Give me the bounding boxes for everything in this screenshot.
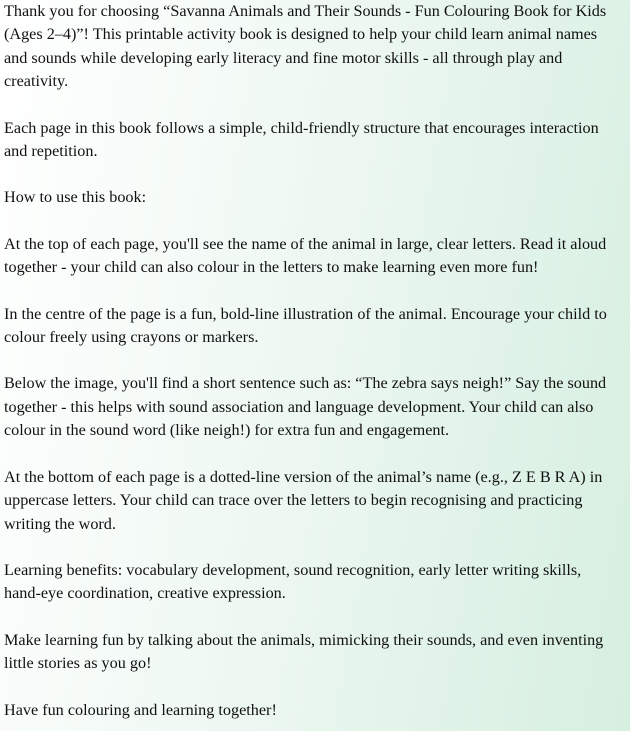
learning-benefits-paragraph: Learning benefits: vocabulary development, sound recognition, early letter writing skills, hand-eye coordination, creative expression. bbox=[4, 560, 582, 603]
bottom-of-page-paragraph: At the bottom of each page is a dotted-line version of the animal’s name (e.g., Z E B R A) in uppercase letters. Your child can trace over the letters to begin recognising and practicing writing the word. bbox=[4, 467, 603, 533]
closing-paragraph: Have fun colouring and learning together! bbox=[4, 700, 277, 719]
structure-paragraph: Each page in this book follows a simple, child-friendly structure that encourages interaction and repetition. bbox=[4, 118, 599, 161]
intro-paragraph: Thank you for choosing “Savanna Animals and Their Sounds - Fun Colouring Book for Kids (Ages 2–4)”! This printable activity book is designed to help your child learn animal names and sounds while developing early literacy and fine motor skills - all through play and creativity. bbox=[4, 2, 607, 91]
below-image-paragraph: Below the image, you'll find a short sentence such as: “The zebra says neigh!” Say the sound together - this helps with sound association and language development. Your child can also colour in the sound word (like neigh!) for extra fun and engagement. bbox=[4, 374, 607, 440]
centre-of-page-paragraph: In the centre of the page is a fun, bold-line illustration of the animal. Encourage your child to colour freely using crayons or markers. bbox=[4, 304, 607, 347]
how-to-use-heading: How to use this book: bbox=[4, 188, 147, 207]
top-of-page-paragraph: At the top of each page, you'll see the name of the animal in large, clear letters. Read it aloud together - your child can also colour in the letters to make learning even more fun! bbox=[4, 234, 607, 277]
make-learning-fun-paragraph: Make learning fun by talking about the animals, mimicking their sounds, and even inventing little stories as you go! bbox=[4, 630, 604, 673]
